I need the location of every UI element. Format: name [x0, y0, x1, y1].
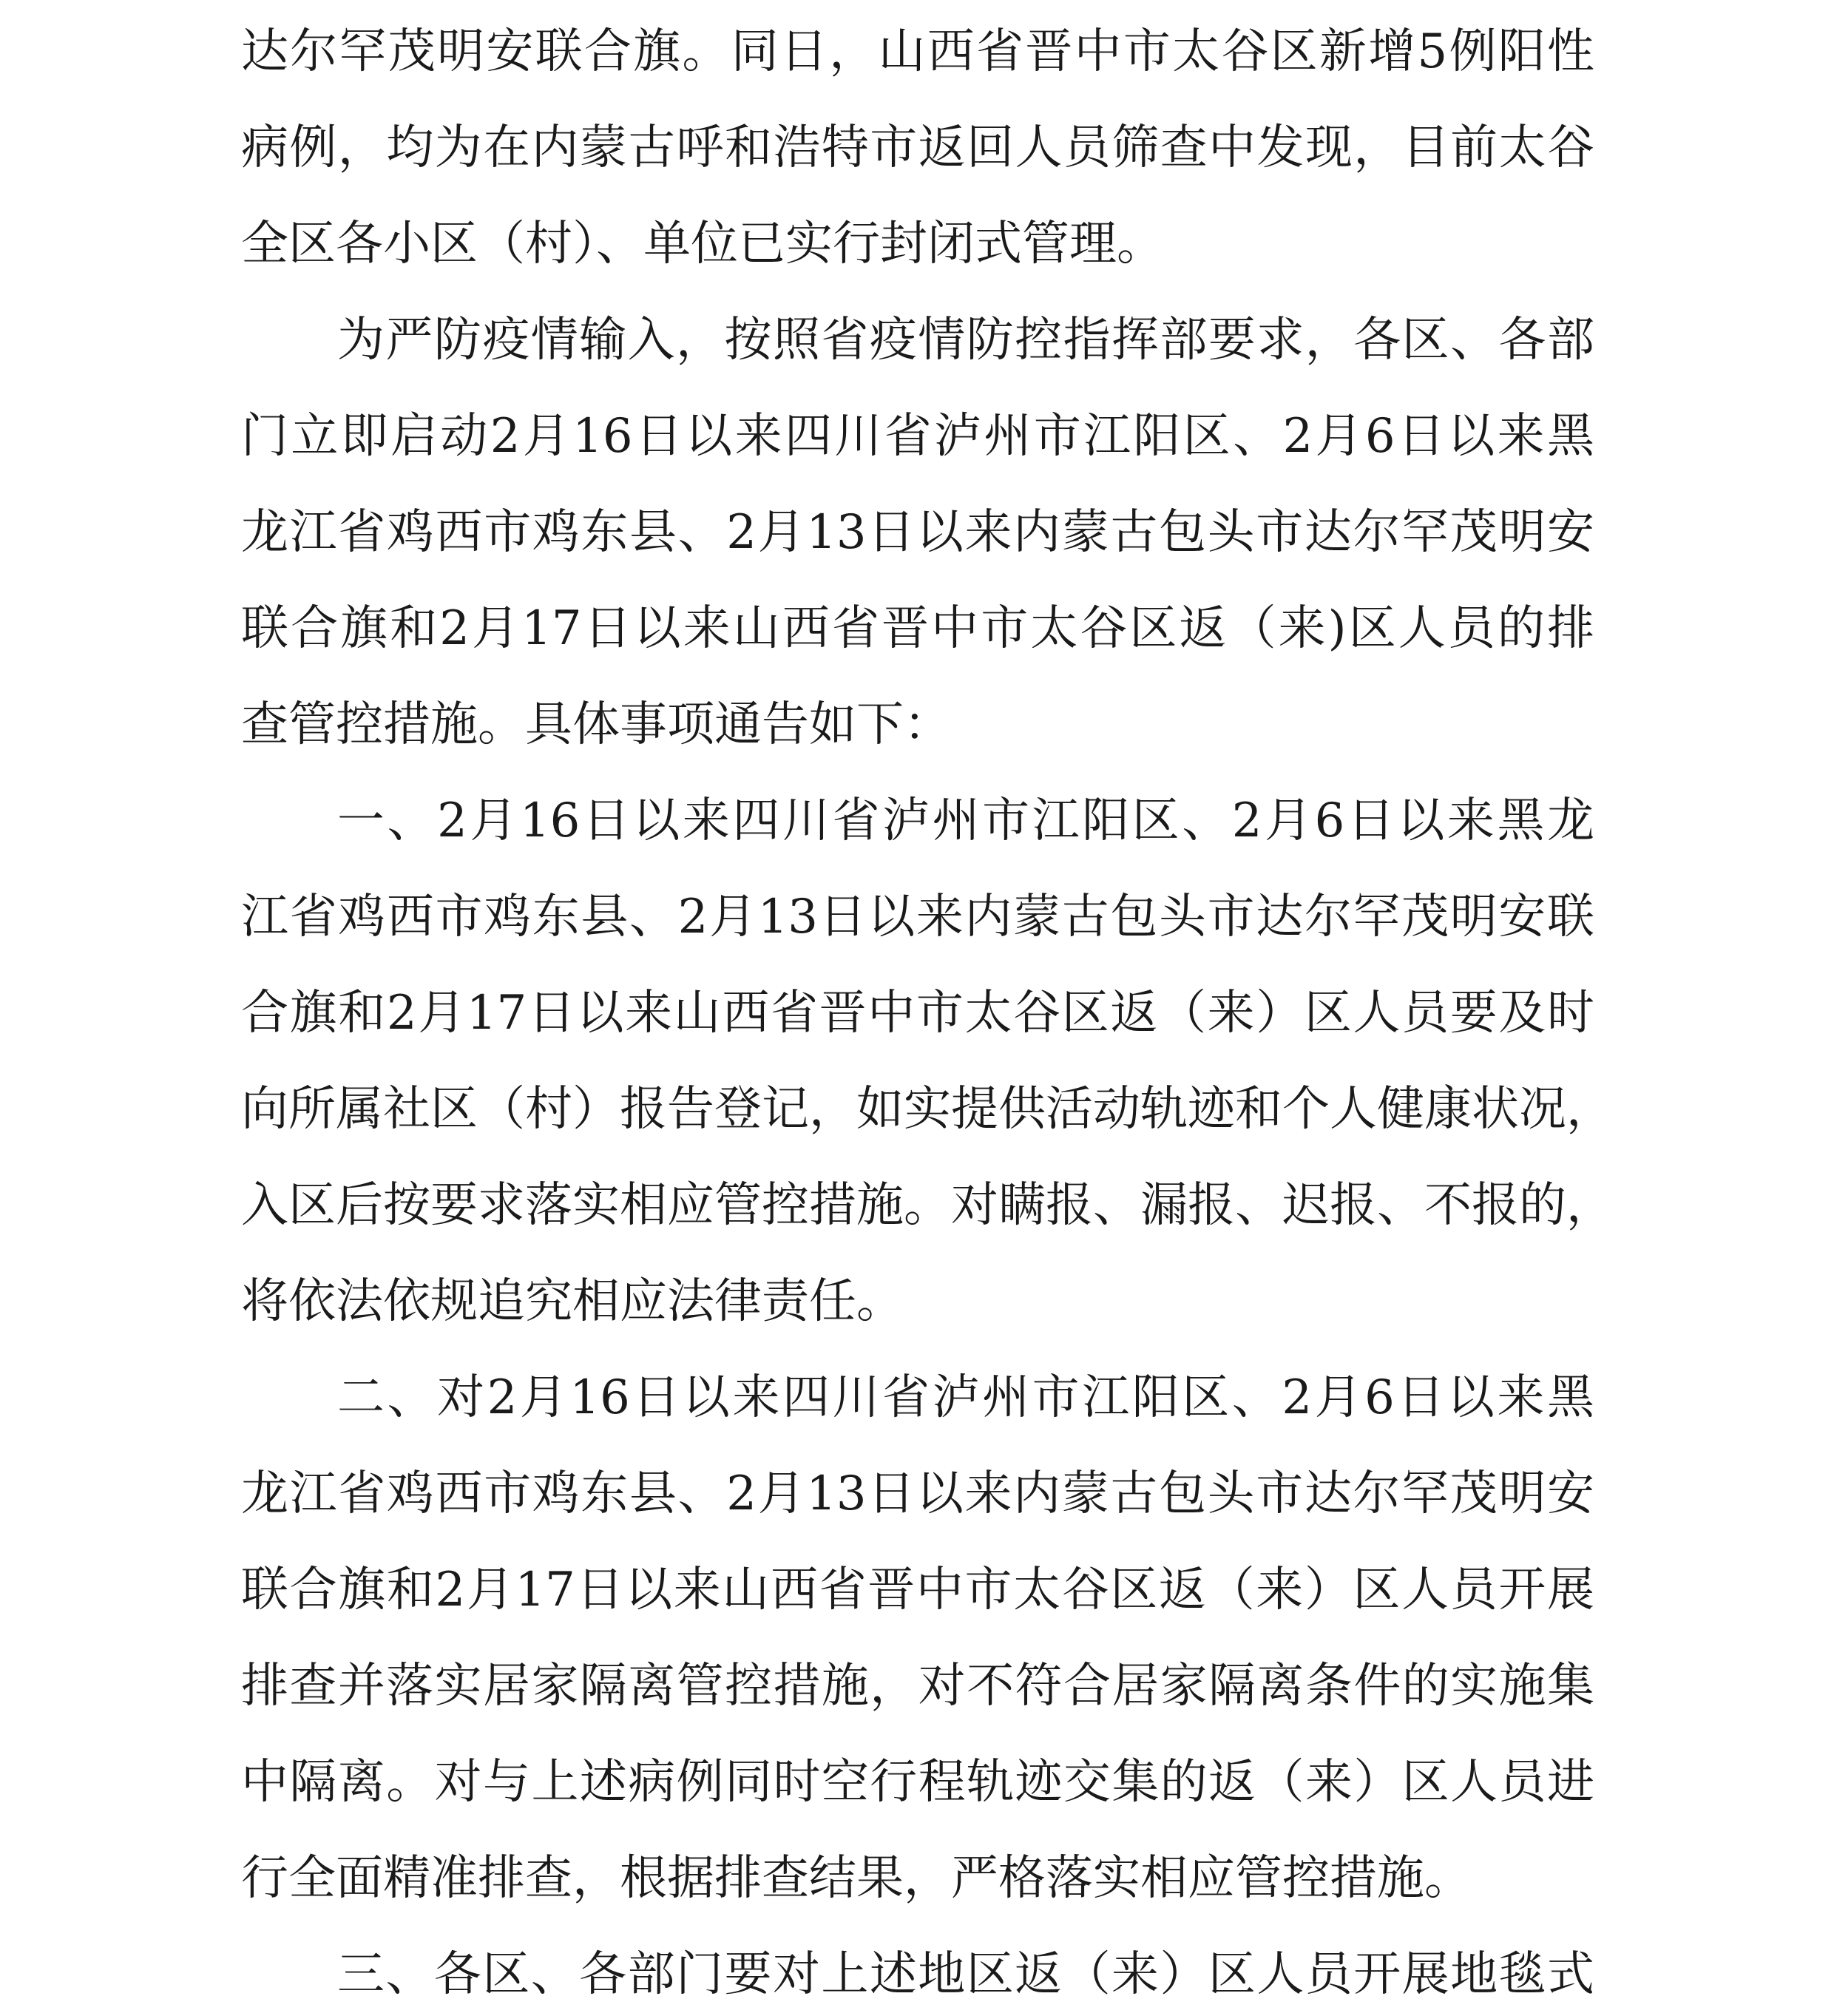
text-line: 达尔罕茂明安联合旗。同日，山西省晋中市太谷区新增5例阳性	[241, 24, 1594, 79]
text-line: 合旗和2月17日以来山西省晋中市太谷区返（来）区人员要及时	[241, 986, 1594, 1041]
text-line: 龙江省鸡西市鸡东县、2月13日以来内蒙古包头市达尔罕茂明安	[241, 505, 1594, 560]
text-line: 病例，均为在内蒙古呼和浩特市返回人员筛查中发现，目前太谷	[241, 121, 1594, 175]
text-line: 江省鸡西市鸡东县、2月13日以来内蒙古包头市达尔罕茂明安联	[241, 890, 1594, 944]
text-line: 门立即启动2月16日以来四川省泸州市江阳区、2月6日以来黑	[241, 409, 1594, 464]
text-line: 将依法依规追究相应法律责任。	[241, 1274, 904, 1329]
text-line: 一、2月16日以来四川省泸州市江阳区、2月6日以来黑龙	[337, 794, 1594, 848]
text-line: 联合旗和2月17日以来山西省晋中市太谷区返（来）区人员开展	[241, 1563, 1594, 1617]
text-line: 二、对2月16日以来四川省泸州市江阳区、2月6日以来黑	[337, 1370, 1594, 1425]
text-line: 全区各小区（村）、单位已实行封闭式管理。	[241, 217, 1164, 271]
text-line: 排查并落实居家隔离管控措施，对不符合居家隔离条件的实施集	[241, 1659, 1594, 1714]
text-line: 向所属社区（村）报告登记，如实提供活动轨迹和个人健康状况，	[241, 1082, 1614, 1137]
text-line: 龙江省鸡西市鸡东县、2月13日以来内蒙古包头市达尔罕茂明安	[241, 1467, 1594, 1521]
text-line: 中隔离。对与上述病例同时空行程轨迹交集的返（来）区人员进	[241, 1755, 1594, 1810]
text-line: 入区后按要求落实相应管控措施。对瞒报、漏报、迟报、不报的，	[241, 1178, 1614, 1233]
text-line: 查管控措施。具体事项通告如下：	[241, 697, 951, 752]
text-line: 三、各区、各部门要对上述地区返（来）区人员开展地毯式	[337, 1947, 1594, 2002]
text-line: 联合旗和2月17日以来山西省晋中市太谷区返（来)区人员的排	[241, 601, 1594, 656]
text-line: 为严防疫情输入，按照省疫情防控指挥部要求，各区、各部	[337, 313, 1594, 368]
text-line: 行全面精准排查，根据排查结果，严格落实相应管控措施。	[241, 1851, 1472, 1906]
